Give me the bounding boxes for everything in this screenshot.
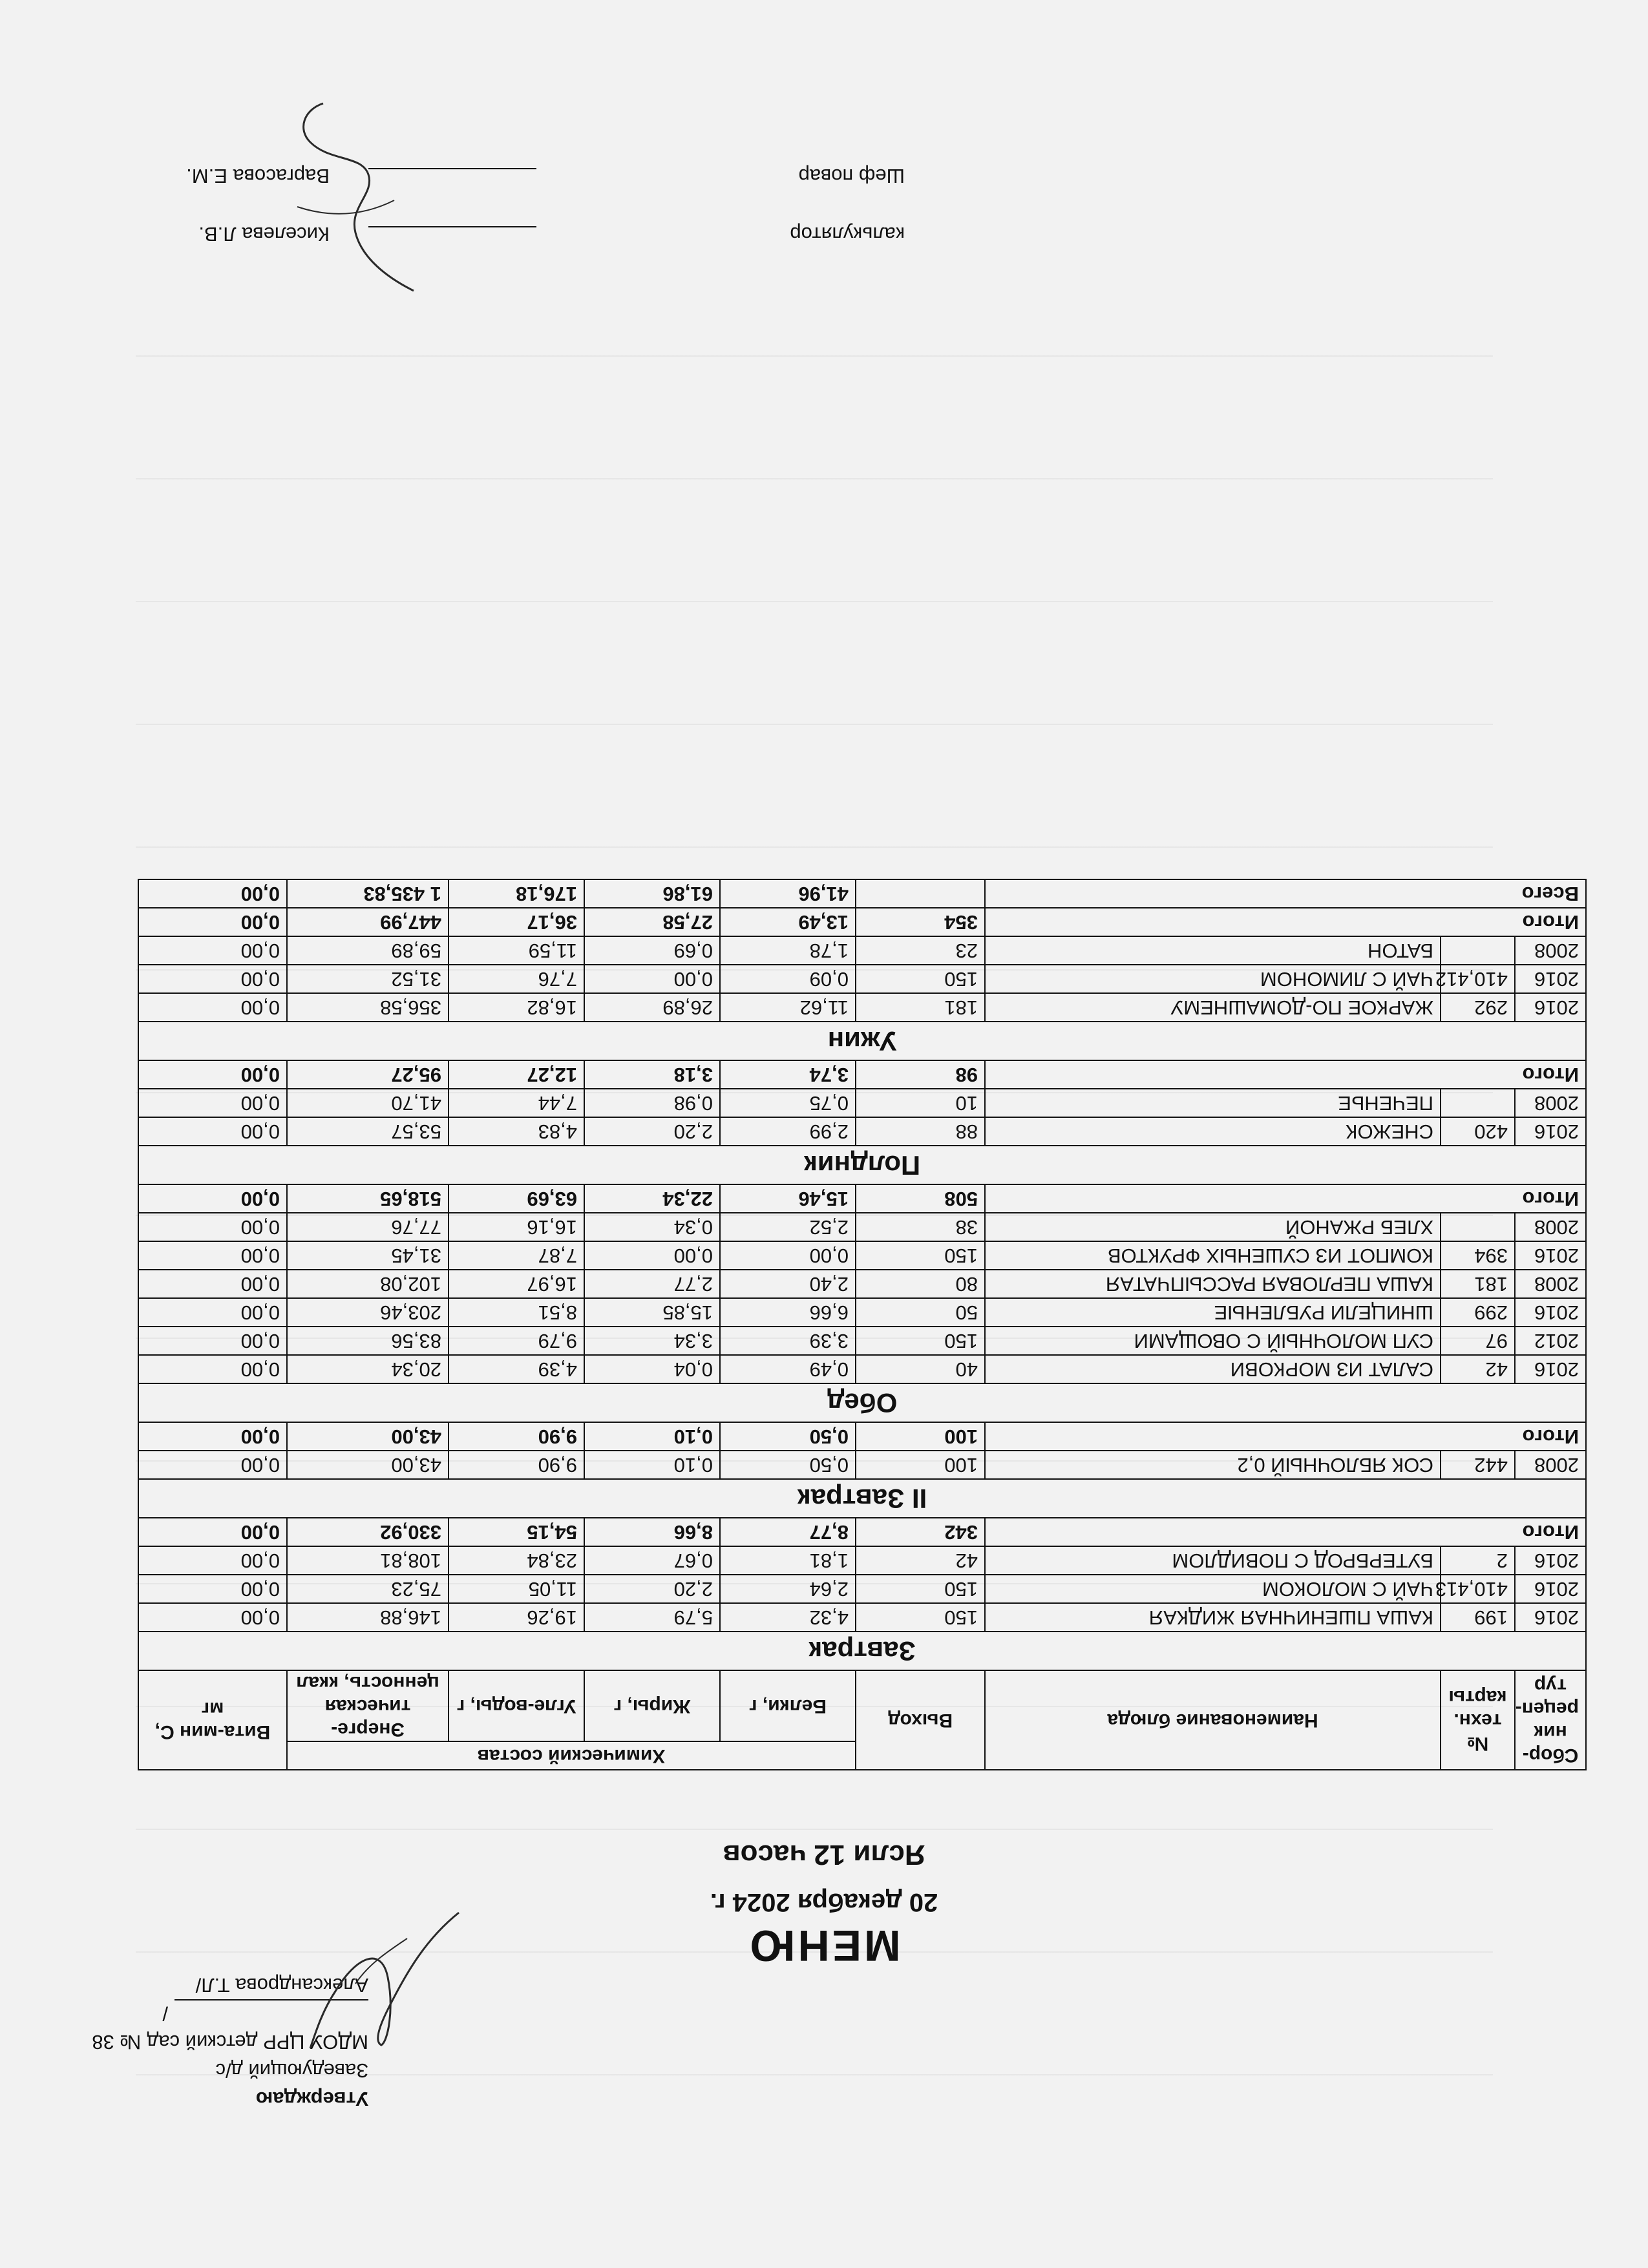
- vitamin-cell: 0,00: [138, 1213, 287, 1241]
- staff-signatures-icon: [265, 84, 433, 317]
- carbs-cell: 19,26: [449, 1603, 584, 1632]
- dish-name-cell: СУП МОЛОЧНЫЙ С ОВОЩАМИ: [985, 1327, 1441, 1355]
- total-f-cell: 22,34: [584, 1184, 720, 1213]
- table-row: [138, 993, 1586, 1022]
- vitamin-cell: 0,00: [138, 1241, 287, 1270]
- total-c-cell: 36,17: [449, 908, 584, 936]
- protein-cell: 0,75: [720, 1089, 856, 1117]
- protein-cell: 0,49: [720, 1355, 856, 1383]
- total-label: Итого: [985, 1184, 1586, 1213]
- output-cell: 150: [856, 965, 985, 993]
- collection-cell: 2016: [1515, 965, 1586, 993]
- fat-cell: 5,79: [584, 1603, 720, 1632]
- col-vitamin-header: Вита-мин С, мг: [138, 1670, 287, 1770]
- menu-table: [138, 879, 1587, 1770]
- grand-total-row: [138, 879, 1586, 908]
- dish-name-cell: САЛАТ ИЗ МОРКОВИ: [985, 1355, 1441, 1383]
- fat-cell: 15,85: [584, 1298, 720, 1327]
- collection-cell: 2008: [1515, 1213, 1586, 1241]
- dish-name-cell: КОМПОТ ИЗ СУШЕНЫХ ФРУКТОВ: [985, 1241, 1441, 1270]
- col-output-header: Выход: [856, 1670, 985, 1770]
- meal-name: Полдник: [138, 1146, 1586, 1184]
- grand-total-p-cell: 41,96: [720, 879, 856, 908]
- fat-cell: 0,04: [584, 1355, 720, 1383]
- col-name-header: Наименование блюда: [985, 1670, 1441, 1770]
- dish-name-cell: ЧАЙ С МОЛОКОМ: [985, 1575, 1441, 1603]
- output-cell: 181: [856, 993, 985, 1022]
- protein-cell: 0,00: [720, 1241, 856, 1270]
- total-f-cell: 0,10: [584, 1422, 720, 1451]
- carbs-cell: 16,97: [449, 1270, 584, 1298]
- output-cell: 23: [856, 936, 985, 965]
- carbs-cell: 11,59: [449, 936, 584, 965]
- dish-name-cell: БУТЕРБРОД С ПОВИДЛОМ: [985, 1546, 1441, 1575]
- output-cell: 150: [856, 1575, 985, 1603]
- total-p-cell: 3,74: [720, 1060, 856, 1089]
- total-p-cell: 15,46: [720, 1184, 856, 1213]
- vitamin-cell: 0,00: [138, 1575, 287, 1603]
- total-e-cell: 518,65: [287, 1184, 449, 1213]
- collection-cell: 2012: [1515, 1327, 1586, 1355]
- energy-cell: 31,52: [287, 965, 449, 993]
- col-card-header: № техн. карты: [1441, 1670, 1515, 1770]
- energy-cell: 59,89: [287, 936, 449, 965]
- table-row: [138, 965, 1586, 993]
- table-row: [138, 1270, 1586, 1298]
- card-cell: [1441, 936, 1515, 965]
- approval-title: Утверждаю: [255, 2088, 368, 2110]
- collection-cell: 2016: [1515, 1241, 1586, 1270]
- card-cell: 2: [1441, 1546, 1515, 1575]
- grand-total-f-cell: 61,86: [584, 879, 720, 908]
- output-cell: 40: [856, 1355, 985, 1383]
- dish-name-cell: ЧАЙ С ЛИМОНОМ: [985, 965, 1441, 993]
- protein-cell: 1,78: [720, 936, 856, 965]
- total-v-cell: 0,00: [138, 1422, 287, 1451]
- page-title: МЕНЮ: [747, 1921, 901, 1970]
- total-f-cell: 8,66: [584, 1518, 720, 1546]
- table-row: [138, 1603, 1586, 1632]
- dish-name-cell: ХЛЕБ РЖАНОЙ: [985, 1213, 1441, 1241]
- vitamin-cell: 0,00: [138, 1451, 287, 1479]
- table-row: [138, 1355, 1586, 1383]
- energy-cell: 203,46: [287, 1298, 449, 1327]
- vitamin-cell: 0,00: [138, 1298, 287, 1327]
- total-out-cell: 98: [856, 1060, 985, 1089]
- protein-cell: 2,52: [720, 1213, 856, 1241]
- collection-cell: 2016: [1515, 1355, 1586, 1383]
- total-out-cell: 100: [856, 1422, 985, 1451]
- carbs-cell: 7,76: [449, 965, 584, 993]
- menu-table-header: [138, 1670, 1586, 1770]
- approval-position: Заведующий д/с: [215, 2059, 368, 2082]
- energy-cell: 146,88: [287, 1603, 449, 1632]
- table-row: [138, 1451, 1586, 1479]
- table-row: [138, 936, 1586, 965]
- grand-total-c-cell: 176,18: [449, 879, 584, 908]
- collection-cell: 2016: [1515, 993, 1586, 1022]
- document-title-block: [0, 1838, 1648, 1971]
- card-cell: 394: [1441, 1241, 1515, 1270]
- output-cell: 100: [856, 1451, 985, 1479]
- output-cell: 80: [856, 1270, 985, 1298]
- fat-cell: 0,98: [584, 1089, 720, 1117]
- energy-cell: 102,08: [287, 1270, 449, 1298]
- card-cell: 292: [1441, 993, 1515, 1022]
- energy-cell: 31,45: [287, 1241, 449, 1270]
- fat-cell: 2,20: [584, 1575, 720, 1603]
- fat-cell: 26,89: [584, 993, 720, 1022]
- carbs-cell: 9,90: [449, 1451, 584, 1479]
- dish-name-cell: СНЕЖОК: [985, 1117, 1441, 1146]
- protein-cell: 3,39: [720, 1327, 856, 1355]
- card-cell: 97: [1441, 1327, 1515, 1355]
- meal-total-row: [138, 908, 1586, 936]
- total-label: Итого: [985, 908, 1586, 936]
- output-cell: 150: [856, 1327, 985, 1355]
- meal-total-row: [138, 1422, 1586, 1451]
- protein-cell: 4,32: [720, 1603, 856, 1632]
- protein-cell: 1,81: [720, 1546, 856, 1575]
- card-cell: 299: [1441, 1298, 1515, 1327]
- dish-name-cell: КАША ПЕРЛОВАЯ РАССЫПЧАТАЯ: [985, 1270, 1441, 1298]
- total-c-cell: 9,90: [449, 1422, 584, 1451]
- energy-cell: 108,81: [287, 1546, 449, 1575]
- fat-cell: 0,10: [584, 1451, 720, 1479]
- col-fat-header: Жиры, г: [584, 1670, 720, 1741]
- collection-cell: 2016: [1515, 1298, 1586, 1327]
- vitamin-cell: 0,00: [138, 993, 287, 1022]
- meal-section-row: [138, 1479, 1586, 1518]
- output-cell: 38: [856, 1213, 985, 1241]
- total-v-cell: 0,00: [138, 1518, 287, 1546]
- total-v-cell: 0,00: [138, 1060, 287, 1089]
- total-label: Итого: [985, 1518, 1586, 1546]
- collection-cell: 2008: [1515, 1270, 1586, 1298]
- energy-cell: 41,70: [287, 1089, 449, 1117]
- carbs-cell: 16,16: [449, 1213, 584, 1241]
- menu-date: 20 декабря 2024 г.: [710, 1888, 938, 1916]
- carbs-cell: 4,83: [449, 1117, 584, 1146]
- protein-cell: 2,64: [720, 1575, 856, 1603]
- collection-cell: 2016: [1515, 1546, 1586, 1575]
- card-cell: 410,413: [1441, 1575, 1515, 1603]
- col-energy-header: Энерге-тическая ценность, ккал: [287, 1670, 449, 1741]
- vitamin-cell: 0,00: [138, 1117, 287, 1146]
- total-v-cell: 0,00: [138, 1184, 287, 1213]
- vitamin-cell: 0,00: [138, 1603, 287, 1632]
- carbs-cell: 7,87: [449, 1241, 584, 1270]
- card-cell: 410,412: [1441, 965, 1515, 993]
- grand-total-v-cell: 0,00: [138, 879, 287, 908]
- table-row: [138, 1213, 1586, 1241]
- fat-cell: 0,34: [584, 1213, 720, 1241]
- collection-cell: 2016: [1515, 1603, 1586, 1632]
- meal-section-row: [138, 1022, 1586, 1060]
- fat-cell: 0,69: [584, 936, 720, 965]
- collection-cell: 2008: [1515, 1089, 1586, 1117]
- meal-name: Завтрак: [138, 1632, 1586, 1670]
- col-chem-header: Химический состав: [287, 1741, 856, 1770]
- total-c-cell: 12,27: [449, 1060, 584, 1089]
- meal-section-row: [138, 1632, 1586, 1670]
- meal-total-row: [138, 1060, 1586, 1089]
- col-protein-header: Белки, г: [720, 1670, 856, 1741]
- total-out-cell: 508: [856, 1184, 985, 1213]
- grand-total-out-cell: [856, 879, 985, 908]
- meal-total-row: [138, 1184, 1586, 1213]
- table-row: [138, 1546, 1586, 1575]
- energy-cell: 75,23: [287, 1575, 449, 1603]
- protein-cell: 2,40: [720, 1270, 856, 1298]
- table-row: [138, 1241, 1586, 1270]
- grand-total-e-cell: 1 435,83: [287, 879, 449, 908]
- table-row: [138, 1298, 1586, 1327]
- calculator-name: Киселева Л.В.: [198, 223, 330, 246]
- fat-cell: 0,67: [584, 1546, 720, 1575]
- card-cell: [1441, 1213, 1515, 1241]
- energy-cell: 20,34: [287, 1355, 449, 1383]
- calculator-label: калькулятор: [790, 223, 905, 246]
- dish-name-cell: БАТОН: [985, 936, 1441, 965]
- carbs-cell: 8,51: [449, 1298, 584, 1327]
- group-name: Ясли 12 часов: [723, 1839, 925, 1871]
- dish-name-cell: КАША ПШЕНИЧНАЯ ЖИДКАЯ: [985, 1603, 1441, 1632]
- total-e-cell: 447,99: [287, 908, 449, 936]
- output-cell: 42: [856, 1546, 985, 1575]
- output-cell: 150: [856, 1241, 985, 1270]
- protein-cell: 2,99: [720, 1117, 856, 1146]
- total-e-cell: 43,00: [287, 1422, 449, 1451]
- vitamin-cell: 0,00: [138, 1327, 287, 1355]
- energy-cell: 53,57: [287, 1117, 449, 1146]
- collection-cell: 2016: [1515, 1117, 1586, 1146]
- collection-cell: 2016: [1515, 1575, 1586, 1603]
- meal-name: Ужин: [138, 1022, 1586, 1060]
- dish-name-cell: ПЕЧЕНЬЕ: [985, 1089, 1441, 1117]
- energy-cell: 43,00: [287, 1451, 449, 1479]
- card-cell: 42: [1441, 1355, 1515, 1383]
- vitamin-cell: 0,00: [138, 1270, 287, 1298]
- chef-name: Варгасова Е.М.: [186, 165, 330, 187]
- fat-cell: 0,00: [584, 965, 720, 993]
- total-c-cell: 63,69: [449, 1184, 584, 1213]
- dish-name-cell: ШНИЦЕЛИ РУБЛЕНЫЕ: [985, 1298, 1441, 1327]
- carbs-cell: 16,82: [449, 993, 584, 1022]
- meal-name: Обед: [138, 1383, 1586, 1422]
- total-e-cell: 330,92: [287, 1518, 449, 1546]
- card-cell: 199: [1441, 1603, 1515, 1632]
- energy-cell: 83,56: [287, 1327, 449, 1355]
- dish-name-cell: СОК ЯБЛОЧНЫЙ 0,2: [985, 1451, 1441, 1479]
- fat-cell: 3,34: [584, 1327, 720, 1355]
- carbs-cell: 11,05: [449, 1575, 584, 1603]
- col-carbs-header: Угле-воды, г: [449, 1670, 584, 1741]
- meal-name: II Завтрак: [138, 1479, 1586, 1518]
- vitamin-cell: 0,00: [138, 936, 287, 965]
- approval-name: /Александрова Т.Л/: [162, 1974, 368, 2025]
- protein-cell: 0,09: [720, 965, 856, 993]
- chef-label: Шеф повар: [798, 165, 905, 187]
- vitamin-cell: 0,00: [138, 1355, 287, 1383]
- protein-cell: 11,62: [720, 993, 856, 1022]
- carbs-cell: 9,79: [449, 1327, 584, 1355]
- total-f-cell: 27,58: [584, 908, 720, 936]
- energy-cell: 77,76: [287, 1213, 449, 1241]
- total-e-cell: 95,27: [287, 1060, 449, 1089]
- carbs-cell: 23,84: [449, 1546, 584, 1575]
- card-cell: 420: [1441, 1117, 1515, 1146]
- protein-cell: 6,66: [720, 1298, 856, 1327]
- total-label: Итого: [985, 1422, 1586, 1451]
- total-f-cell: 3,18: [584, 1060, 720, 1089]
- dish-name-cell: ЖАРКОЕ ПО-ДОМАШНЕМУ: [985, 993, 1441, 1022]
- fat-cell: 2,20: [584, 1117, 720, 1146]
- card-cell: 181: [1441, 1270, 1515, 1298]
- card-cell: 442: [1441, 1451, 1515, 1479]
- meal-total-row: [138, 1518, 1586, 1546]
- total-out-cell: 354: [856, 908, 985, 936]
- card-cell: [1441, 1089, 1515, 1117]
- collection-cell: 2008: [1515, 1451, 1586, 1479]
- protein-cell: 0,50: [720, 1451, 856, 1479]
- vitamin-cell: 0,00: [138, 1089, 287, 1117]
- meal-section-row: [138, 1146, 1586, 1184]
- total-label: Итого: [985, 1060, 1586, 1089]
- menu-table-body: [138, 879, 1586, 1670]
- output-cell: 88: [856, 1117, 985, 1146]
- vitamin-cell: 0,00: [138, 965, 287, 993]
- table-row: [138, 1327, 1586, 1355]
- vitamin-cell: 0,00: [138, 1546, 287, 1575]
- carbs-cell: 4,39: [449, 1355, 584, 1383]
- carbs-cell: 7,44: [449, 1089, 584, 1117]
- grand-total-label: Всего: [985, 879, 1586, 908]
- total-p-cell: 0,50: [720, 1422, 856, 1451]
- energy-cell: 356,58: [287, 993, 449, 1022]
- meal-section-row: [138, 1383, 1586, 1422]
- fat-cell: 2,77: [584, 1270, 720, 1298]
- total-p-cell: 13,49: [720, 908, 856, 936]
- collection-cell: 2008: [1515, 936, 1586, 965]
- total-c-cell: 54,15: [449, 1518, 584, 1546]
- output-cell: 150: [856, 1603, 985, 1632]
- col-collection-header: Сбор-ник рецеп-тур: [1515, 1670, 1586, 1770]
- total-out-cell: 342: [856, 1518, 985, 1546]
- fat-cell: 0,00: [584, 1241, 720, 1270]
- table-row: [138, 1117, 1586, 1146]
- total-p-cell: 8,77: [720, 1518, 856, 1546]
- total-v-cell: 0,00: [138, 908, 287, 936]
- output-cell: 50: [856, 1298, 985, 1327]
- table-row: [138, 1089, 1586, 1117]
- table-row: [138, 1575, 1586, 1603]
- approval-organization: МДОУ ЦРР детский сад № 38: [92, 2031, 368, 2053]
- output-cell: 10: [856, 1089, 985, 1117]
